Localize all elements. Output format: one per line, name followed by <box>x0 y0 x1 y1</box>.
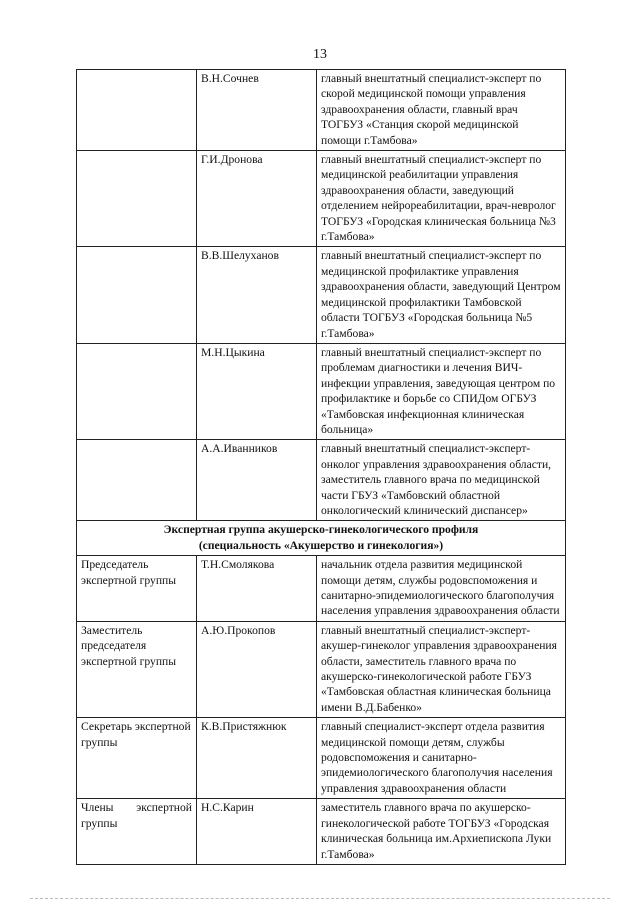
description-cell: главный внештатный специалист-эксперт-онколог управления здравоохранения области, заместитель главного врача по медицинской части ГБУЗ «Тамбовский областной онкологический клинический диспансер» <box>317 440 566 521</box>
name-cell: В.В.Шелуханов <box>197 247 317 343</box>
description-cell: главный специалист-эксперт отдела развития медицинской помощи детям, службы родовспоможения и санитарно-эпидемиологического благополучия населения управления здравоохранения области <box>317 718 566 799</box>
table-row <box>77 621 566 717</box>
table-row <box>77 151 566 247</box>
role-word: Члены <box>81 801 114 815</box>
description-cell: главный внештатный специалист-эксперт по скорой медицинской помощи управления здравоохранения области, главный врач ТОГБУЗ «Станция скорой медицинской помощи г.Тамбова» <box>317 70 566 151</box>
role-cell <box>77 440 197 521</box>
name-cell: А.Ю.Прокопов <box>197 621 317 717</box>
role-cell <box>77 343 197 439</box>
section-heading <box>77 521 566 556</box>
role-cell <box>77 247 197 343</box>
description-cell: главный внештатный специалист-эксперт по медицинской реабилитации управления здравоохранения области, заведующий отделением нейрореабилитации, врач-невролог ТОГБУЗ «Городская клиническая больница №3 г.Тамбова» <box>317 151 566 247</box>
description-cell: главный внештатный специалист-эксперт по проблемам диагностики и лечения ВИЧ-инфекции управления, заведующая центром по профилактике и борьбе со СПИДом ОГБУЗ «Тамбовская инфекционная клиническая больница» <box>317 343 566 439</box>
table-row <box>77 343 566 439</box>
expert-groups-table <box>76 69 566 865</box>
section-heading-line2: (специальность «Акушерство и гинекология») <box>198 538 444 552</box>
role-cell: Заместитель председателя экспертной группы <box>77 621 197 717</box>
role-cell: Председатель экспертной группы <box>77 556 197 622</box>
scan-edge-marks <box>30 898 610 901</box>
table-row <box>77 799 566 865</box>
name-cell: М.Н.Цыкина <box>197 343 317 439</box>
name-cell: К.В.Пристяжнюк <box>197 718 317 799</box>
description-cell: главный внештатный специалист-эксперт по медицинской профилактике управления здравоохранения области, заведующий Центром медицинской профилактики Тамбовской области ТОГБУЗ «Городская больница №5 г.Тамбова» <box>317 247 566 343</box>
name-cell: В.Н.Сочнев <box>197 70 317 151</box>
name-cell: Т.Н.Смолякова <box>197 556 317 622</box>
table-row <box>77 718 566 799</box>
role-word: экспертной <box>136 801 192 815</box>
description-cell: главный внештатный специалист-эксперт-акушер-гинеколог управления здравоохранения области, заместитель главного врача по акушерско-гинекологической работе ГБУЗ «Тамбовская областная клиническая больница имени В.Д.Бабенко» <box>317 621 566 717</box>
name-cell: Н.С.Карин <box>197 799 317 865</box>
table-row <box>77 70 566 151</box>
table-row <box>77 556 566 622</box>
section-heading-line1: Экспертная группа акушерско-гинекологического профиля <box>163 523 479 537</box>
name-cell: А.А.Иванников <box>197 440 317 521</box>
role-cell <box>77 151 197 247</box>
page-number: 13 <box>313 47 327 62</box>
name-cell: Г.И.Дронова <box>197 151 317 247</box>
role-cell: Секретарь экспертной группы <box>77 718 197 799</box>
table-row <box>77 247 566 343</box>
role-line: группы <box>81 816 118 830</box>
role-line <box>81 800 192 815</box>
description-cell: начальник отдела развития медицинской помощи детям, службы родовспоможения и санитарно-эпидемиологического благополучия населения управления здравоохранения области <box>317 556 566 622</box>
section-heading-row <box>77 521 566 556</box>
role-cell <box>77 70 197 151</box>
description-cell: заместитель главного врача по акушерско-гинекологической работе ТОГБУЗ «Городская клиническая больница им.Архиепископа Луки г.Тамбова» <box>317 799 566 865</box>
role-cell <box>77 799 197 865</box>
table-row <box>77 440 566 521</box>
